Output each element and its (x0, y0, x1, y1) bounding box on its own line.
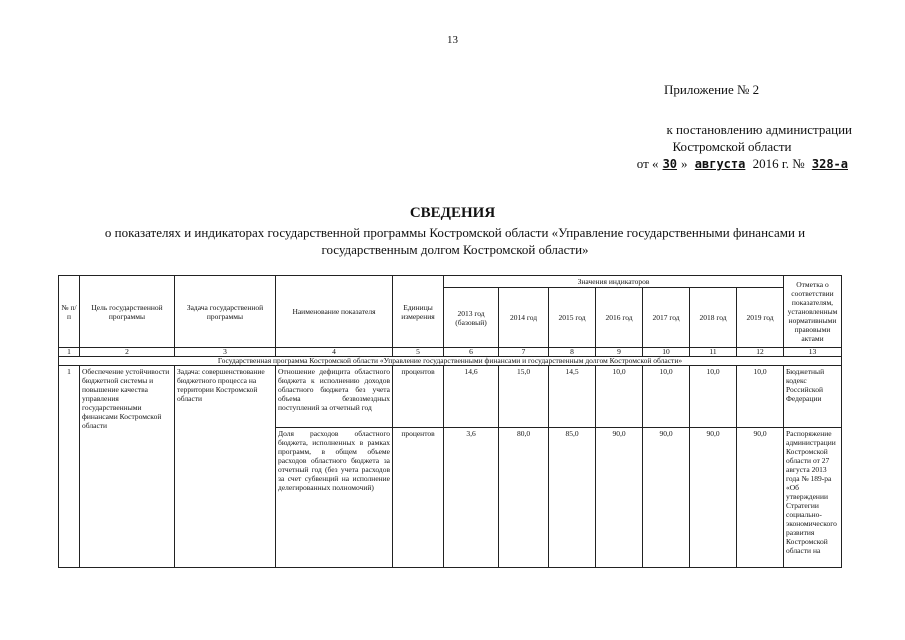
header-year: 2017 год (643, 288, 690, 348)
indicator-value: 90,0 (690, 428, 737, 568)
indicator-value: 15,0 (499, 366, 549, 428)
indicator-value: 85,0 (549, 428, 596, 568)
row-task: Задача: совершенствование бюджетного процесса на территории Костромской области (175, 366, 276, 568)
indicator-value: 10,0 (643, 366, 690, 428)
indicator-unit: процентов (393, 366, 444, 428)
column-number: 2 (80, 348, 175, 357)
decree-number: 328-а (811, 157, 848, 171)
appendix-label: Приложение № 2 (664, 82, 760, 97)
header-indicator: Наименование показателя (276, 276, 393, 348)
program-row: Государственная программа Костромской области «Управление государственными финансами и государственным долгом Костромской области» (59, 357, 842, 366)
indicators-table (58, 275, 842, 568)
column-number: 11 (690, 348, 737, 357)
column-number: 3 (175, 348, 276, 357)
header-unit: Единицы измерения (393, 276, 444, 348)
column-number: 10 (643, 348, 690, 357)
document-title: СВЕДЕНИЯ (409, 205, 496, 221)
header-goal: Цель государственной программы (80, 276, 175, 348)
column-number: 9 (596, 348, 643, 357)
decree-mid: » (681, 156, 688, 171)
column-number: 7 (499, 348, 549, 357)
decree-date-line (612, 155, 852, 173)
header-year: 2019 год (737, 288, 784, 348)
header-task: Задача государственной программы (175, 276, 276, 348)
indicator-name: Отношение дефицита областного бюджета к исполнению доходов областного бюджета без учета объема безвозмездных поступлений за отчетный год (276, 366, 393, 428)
page-number: 13 (447, 34, 458, 46)
decree-day: 30 (662, 157, 678, 171)
indicator-value: 10,0 (737, 366, 784, 428)
column-number: 12 (737, 348, 784, 357)
indicator-value: 14,6 (444, 366, 499, 428)
decree-prefix: от « (636, 156, 659, 171)
indicator-value: 80,0 (499, 428, 549, 568)
indicator-value: 90,0 (643, 428, 690, 568)
indicator-value: 10,0 (690, 366, 737, 428)
decree-month: августа (694, 157, 746, 171)
header-year: 2014 год (499, 288, 549, 348)
column-number: 5 (393, 348, 444, 357)
row-goal: Обеспечение устойчивости бюджетной системы и повышение качества управления государственными финансами Костромской области (80, 366, 175, 568)
header-year: 2018 год (690, 288, 737, 348)
column-number: 4 (276, 348, 393, 357)
decree-line-2: Костромской области (672, 139, 792, 154)
header-values-group: Значения индикаторов (444, 276, 784, 288)
indicator-value: 90,0 (596, 428, 643, 568)
header-year: 2015 год (549, 288, 596, 348)
header-year: 2013 год (базовый) (444, 288, 499, 348)
indicator-value: 14,5 (549, 366, 596, 428)
indicator-value: 3,6 (444, 428, 499, 568)
column-number: 13 (784, 348, 842, 357)
indicator-value: 10,0 (596, 366, 643, 428)
header-num: № п/п (59, 276, 80, 348)
indicator-name: Доля расходов областного бюджета, исполненных в рамках программ, в общем объеме расходов областного бюджета за отчетный год (без учета расходов за счет субвенций на исполнение делегированных полномочий) (276, 428, 393, 568)
header-year: 2016 год (596, 288, 643, 348)
row-num: 1 (59, 366, 80, 568)
column-number: 1 (59, 348, 80, 357)
indicator-unit: процентов (393, 428, 444, 568)
decree-block (612, 121, 852, 173)
indicator-note: Бюджетный кодекс Российской Федерации (784, 366, 842, 428)
document-subtitle: о показателях и индикаторах государственной программы Костромской области «Управление государственными финансами и государственным долгом Костромской области» (104, 225, 806, 257)
column-number: 8 (549, 348, 596, 357)
indicator-note: Распоряжение администрации Костромской области от 27 августа 2013 года № 189-ра «Об утверждении Стратегии социально-экономического развития Костромской области на (784, 428, 842, 568)
decree-year: 2016 г. № (752, 156, 805, 171)
header-note: Отметка о соответствии показателям, установленным нормативными правовыми актами (784, 276, 842, 348)
indicator-value: 90,0 (737, 428, 784, 568)
decree-line-1: к постановлению администрации (666, 122, 852, 137)
column-number: 6 (444, 348, 499, 357)
